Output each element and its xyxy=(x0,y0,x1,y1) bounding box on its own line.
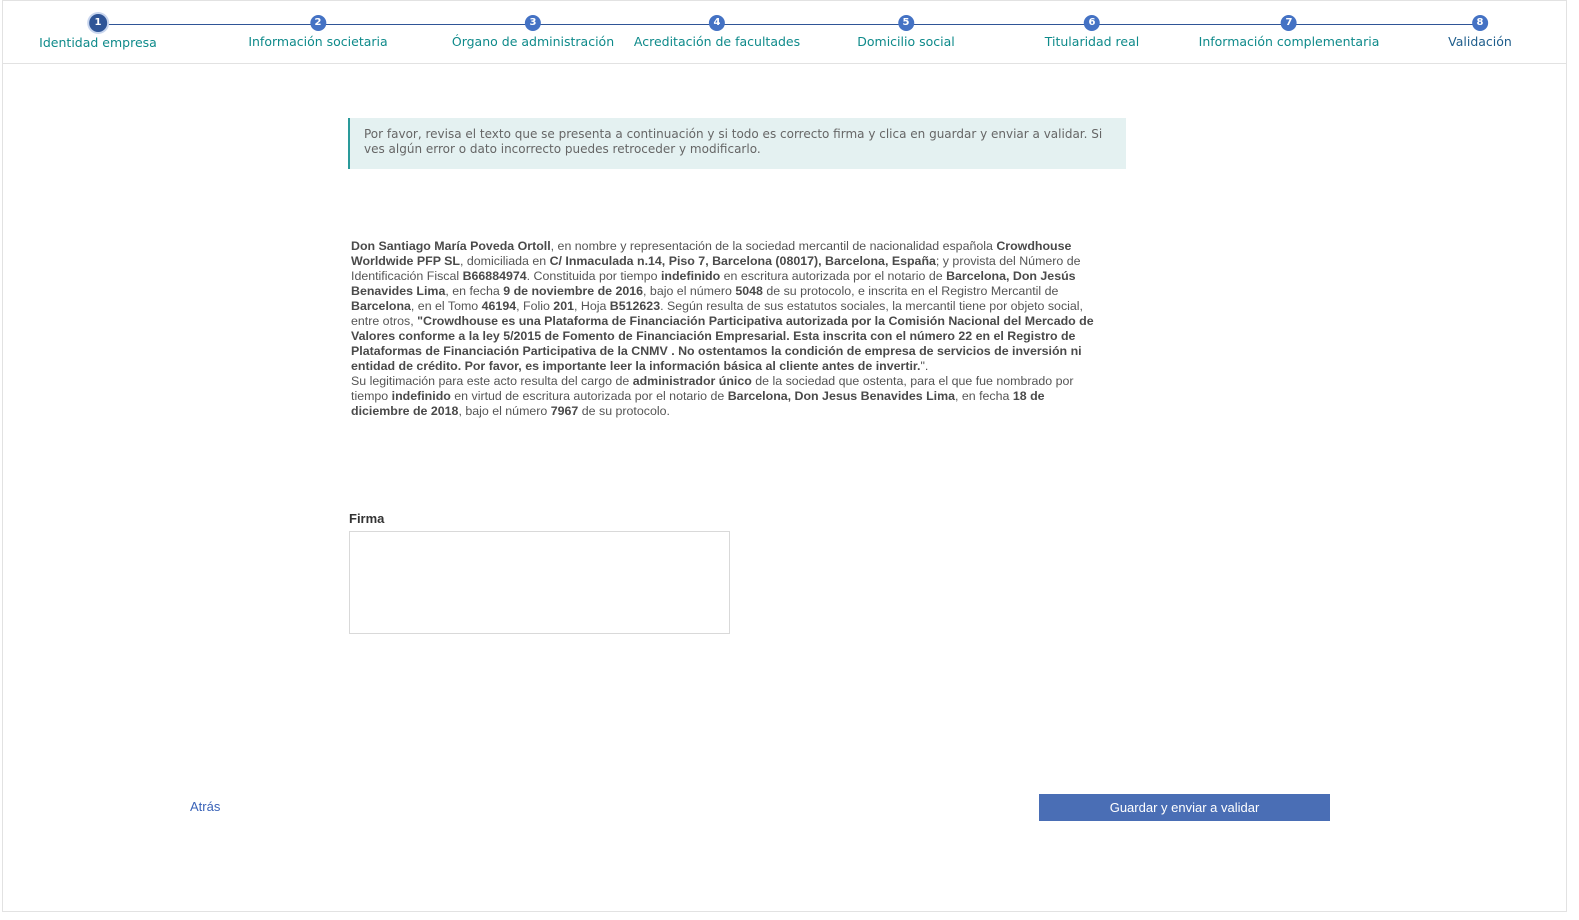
signature-label: Firma xyxy=(349,511,385,526)
company-nif: B66884974 xyxy=(462,269,527,283)
step-label: Órgano de administración xyxy=(451,34,615,49)
step-label: Información societaria xyxy=(248,34,388,49)
legal-text: de la sociedad que ostenta, para el que fue nombrado por tiempo xyxy=(351,374,1074,403)
save-and-submit-button[interactable]: Guardar y enviar a validar xyxy=(1039,794,1330,821)
legal-text: , en fecha xyxy=(445,284,504,298)
legal-text: ; y provista del Número de Identificación Fiscal xyxy=(351,254,1081,283)
step-number: 8 xyxy=(1472,15,1488,31)
legal-text: . Constituida por tiempo xyxy=(526,269,661,283)
company-purpose: "Crowdhouse es una Plataforma de Financiación Participativa autorizada por la Comisión Nacional del Mercado de Valores conforme a la ley 5/2015 de Fomento de Financiación Empresarial. Esta inscrita con el número 22 en el Registro de Plataformas de Financiación Participativa de la CNMV . No ostentamos la condición de empresa de servicios de inversión ni entidad de crédito. Por favor, es importante leer la información básica al cliente antes de invertir. xyxy=(351,314,1094,373)
legal-text: . Según resulta de sus estatutos sociales, la mercantil tiene por objeto social, entre otros, xyxy=(351,299,1083,328)
constitution-date: 9 de noviembre de 2016 xyxy=(503,284,644,298)
representative-name: Don Santiago María Poveda Ortoll xyxy=(351,239,551,253)
step-label: Titularidad real xyxy=(1044,34,1140,49)
step-label: Identidad empresa xyxy=(39,35,157,50)
step-organo-administracion[interactable] xyxy=(452,15,614,49)
legal-text: ". xyxy=(920,359,929,373)
step-acreditacion-facultades[interactable] xyxy=(634,15,800,49)
step-informacion-societaria[interactable] xyxy=(248,15,387,49)
legal-text: de su protocolo, e inscrita en el Registro Mercantil de xyxy=(762,284,1059,298)
step-informacion-complementaria[interactable] xyxy=(1199,15,1380,49)
signature-pad[interactable] xyxy=(349,531,730,634)
step-number: 1 xyxy=(89,14,107,32)
step-label: Validación xyxy=(1448,34,1512,49)
step-number: 6 xyxy=(1084,15,1100,31)
step-number: 2 xyxy=(310,15,326,31)
step-label: Acreditación de facultades xyxy=(633,34,801,49)
legal-text: , Folio xyxy=(516,299,554,313)
step-domicilio-social[interactable] xyxy=(857,15,954,49)
legal-text: , domiciliada en xyxy=(460,254,550,268)
legal-text: , en nombre y representación de la sociedad mercantil de nacionalidad española xyxy=(550,239,997,253)
appointment-protocol: 7967 xyxy=(550,404,579,418)
legal-text: Su legitimación para este acto resulta del cargo de xyxy=(351,374,633,388)
info-notice-text: Por favor, revisa el texto que se presenta a continuación y si todo es correcto firma y clica en guardar y enviar a validar. Si ves algún error o dato incorrecto puedes retroceder y modificarlo. xyxy=(364,127,1103,156)
step-number: 4 xyxy=(709,15,725,31)
notary-name: Barcelona, Don Jesús Benavides Lima xyxy=(351,269,1076,298)
step-number: 5 xyxy=(898,15,914,31)
legal-text: , bajo el número xyxy=(643,284,736,298)
legal-text: , en el Tomo xyxy=(410,299,482,313)
legal-text: en escritura autorizada por el notario de xyxy=(720,269,947,283)
step-label: Domicilio social xyxy=(857,34,955,49)
legal-text: de su protocolo. xyxy=(578,404,670,418)
step-number: 7 xyxy=(1281,15,1297,31)
step-validacion[interactable] xyxy=(1448,15,1512,49)
company-address: C/ Inmaculada n.14, Piso 7, Barcelona (08017), Barcelona, España xyxy=(549,254,936,268)
legal-text: , en fecha xyxy=(954,389,1013,403)
company-name: Crowdhouse Worldwide PFP SL xyxy=(351,239,1072,268)
step-label: Información complementaria xyxy=(1198,34,1380,49)
protocol-number: 5048 xyxy=(735,284,763,298)
registry-city: Barcelona xyxy=(351,299,411,313)
step-identidad-empresa[interactable] xyxy=(39,15,157,50)
constitution-duration: indefinido xyxy=(660,269,721,283)
registry-hoja: B512623 xyxy=(609,299,661,313)
legal-declaration xyxy=(351,239,1097,419)
registry-tomo: 46194 xyxy=(481,299,517,313)
legal-text: en virtud de escritura autorizada por el notario de xyxy=(450,389,728,403)
legal-text: , Hoja xyxy=(573,299,610,313)
info-notice xyxy=(348,118,1126,169)
registry-folio: 201 xyxy=(553,299,574,313)
position-title: administrador único xyxy=(632,374,752,388)
legal-text: , bajo el número xyxy=(458,404,551,418)
progress-stepper xyxy=(2,0,1567,64)
back-link[interactable]: Atrás xyxy=(190,799,221,814)
appointment-notary: Barcelona, Don Jesus Benavides Lima xyxy=(727,389,955,403)
appointment-duration: indefinido xyxy=(391,389,451,403)
step-titularidad-real[interactable] xyxy=(1045,15,1139,49)
step-number: 3 xyxy=(525,15,541,31)
appointment-date: 18 de diciembre de 2018 xyxy=(351,389,1045,418)
